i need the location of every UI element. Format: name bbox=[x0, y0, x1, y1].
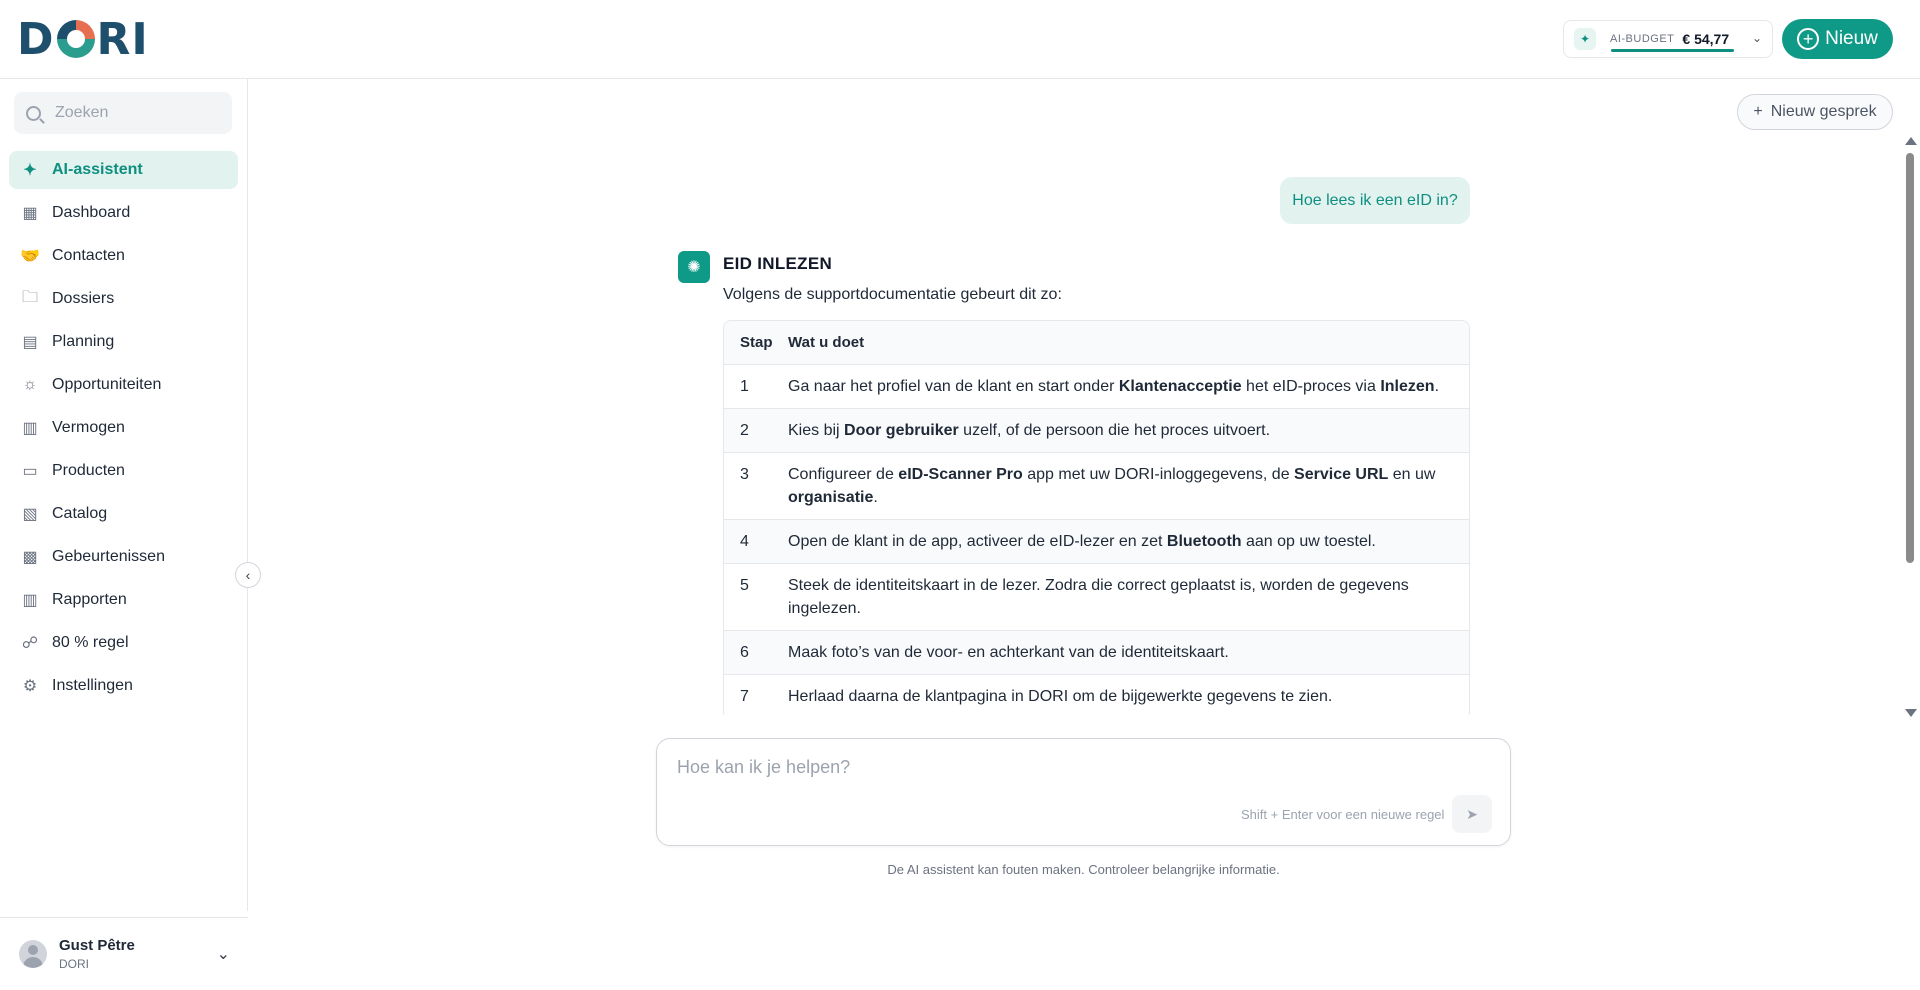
sidebar-nav bbox=[9, 151, 238, 710]
sidebar bbox=[0, 79, 251, 971]
sidebar-item-label: Contacten bbox=[52, 247, 125, 264]
sidebar-item-label: Rapporten bbox=[52, 591, 127, 608]
step-description: Herlaad daarna de klantpagina in DORI om de bijgewerkte gegevens te zien. bbox=[788, 688, 1333, 705]
sidebar-item-label: Opportuniteiten bbox=[52, 376, 162, 393]
step-number: 4 bbox=[740, 533, 749, 550]
plus-icon: + bbox=[1753, 103, 1763, 120]
sidebar-item-gebeurtenissen[interactable] bbox=[9, 538, 238, 576]
table-header-row bbox=[724, 321, 1469, 365]
step-number: 3 bbox=[740, 466, 749, 483]
sidebar-item-vermogen[interactable] bbox=[9, 409, 238, 447]
calendar-icon: ▤ bbox=[22, 334, 38, 351]
collapse-sidebar-button[interactable]: ‹ bbox=[235, 562, 261, 588]
scroll-thumb[interactable] bbox=[1906, 153, 1914, 563]
step-number: 6 bbox=[740, 644, 749, 661]
sidebar-item-label: Vermogen bbox=[52, 419, 125, 436]
search-box[interactable] bbox=[14, 92, 232, 134]
table-row bbox=[724, 631, 1469, 675]
sidebar-item-label: AI-assistent bbox=[52, 161, 143, 178]
user-name: Gust Pêtre bbox=[59, 937, 135, 954]
composer-input[interactable]: Hoe kan ik je helpen? bbox=[677, 757, 851, 777]
new-button-label: Nieuw bbox=[1825, 28, 1878, 49]
gear-icon: ⚙ bbox=[22, 678, 38, 695]
avatar bbox=[19, 940, 47, 968]
user-message: Hoe lees ik een eID in? bbox=[1280, 177, 1470, 224]
sidebar-item-label: Gebeurtenissen bbox=[52, 548, 165, 565]
catalog-icon: ▧ bbox=[22, 506, 38, 523]
sidebar-item-label: Planning bbox=[52, 333, 115, 350]
sidebar-item-instellingen[interactable] bbox=[9, 667, 238, 705]
step-number: 7 bbox=[740, 688, 749, 705]
sidebar-item-catalog[interactable] bbox=[9, 495, 238, 533]
sidebar-item-label: Instellingen bbox=[52, 677, 133, 694]
step-number: 5 bbox=[740, 577, 749, 594]
wallet-icon: ▭ bbox=[22, 463, 38, 480]
sparkle-icon: ✦ bbox=[23, 162, 37, 179]
user-menu[interactable] bbox=[0, 917, 248, 990]
top-bar bbox=[0, 0, 1920, 79]
handshake-icon: 🤝 bbox=[20, 248, 40, 265]
table-row bbox=[724, 520, 1469, 564]
search-input[interactable] bbox=[55, 104, 205, 122]
table-row bbox=[724, 453, 1469, 520]
folder-icon: 🗀 bbox=[21, 288, 38, 306]
step-description: Open de klant in de app, activeer de eID-lezer en zet Bluetooth aan op uw toestel. bbox=[788, 533, 1376, 550]
table-row bbox=[724, 409, 1469, 453]
hand-coins-icon: ☍ bbox=[21, 635, 39, 652]
ai-budget-amount: € 54,77 bbox=[1682, 31, 1730, 47]
chevron-down-icon: ⌄ bbox=[216, 946, 230, 963]
step-description: Ga naar het profiel van de klant en start onder Klantenacceptie het eID-proces via Inlezen. bbox=[788, 378, 1440, 395]
ai-budget-label: AI-BUDGET bbox=[1610, 33, 1675, 45]
report-icon: ▥ bbox=[22, 592, 38, 609]
plus-circle-icon: + bbox=[1797, 28, 1819, 50]
message-composer[interactable] bbox=[656, 738, 1511, 846]
table-row bbox=[724, 675, 1469, 715]
sidebar-item-dashboard[interactable] bbox=[9, 194, 238, 232]
sidebar-item-label: 80 % regel bbox=[52, 634, 129, 651]
table-header-step: Stap bbox=[740, 334, 773, 351]
sidebar-item-opportuniteiten[interactable] bbox=[9, 366, 238, 404]
assistant-intro: Volgens de supportdocumentatie gebeurt dit zo: bbox=[723, 286, 1062, 303]
sidebar-item-label: Dossiers bbox=[52, 290, 115, 307]
user-org: DORI bbox=[59, 957, 89, 971]
step-description: Steek de identiteitskaart in de lezer. Zodra die correct geplaatst is, worden de gegevens ingelezen. bbox=[788, 577, 1409, 617]
scroll-up-arrow[interactable] bbox=[1905, 137, 1917, 145]
dori-logo[interactable]: D RI bbox=[17, 13, 149, 65]
new-chat-button[interactable] bbox=[1737, 94, 1893, 130]
table-header-action: Wat u doet bbox=[788, 334, 865, 351]
step-number: 2 bbox=[740, 422, 749, 439]
assistant-avatar-icon: ✺ bbox=[678, 251, 710, 283]
sparkle-icon: ✦ bbox=[1574, 28, 1596, 50]
chat-scrollbar[interactable] bbox=[1904, 137, 1916, 717]
step-description: Configureer de eID-Scanner Pro app met uw DORI-inloggegevens, de Service URL en uw organisatie. bbox=[788, 466, 1436, 506]
sidebar-item-planning[interactable] bbox=[9, 323, 238, 361]
grid-icon: ▦ bbox=[22, 205, 38, 222]
sidebar-item-dossiers[interactable] bbox=[9, 280, 238, 318]
ai-budget-dropdown[interactable] bbox=[1563, 20, 1773, 58]
table-row bbox=[724, 365, 1469, 409]
lightbulb-icon: ☼ bbox=[22, 376, 38, 393]
buildings-icon: ▥ bbox=[22, 420, 38, 437]
composer-hint: Shift + Enter voor een nieuwe regel bbox=[1241, 807, 1445, 822]
sidebar-item-rapporten[interactable] bbox=[9, 581, 238, 619]
sidebar-item-producten[interactable] bbox=[9, 452, 238, 490]
new-button[interactable] bbox=[1782, 19, 1893, 59]
steps-table bbox=[723, 320, 1470, 715]
search-icon bbox=[26, 106, 41, 121]
sidebar-item-ai-assistent[interactable] bbox=[9, 151, 238, 189]
assistant-title: EID INLEZEN bbox=[723, 254, 833, 273]
events-icon: ▩ bbox=[22, 549, 38, 566]
chat-thread bbox=[249, 140, 1899, 715]
send-icon: ➤ bbox=[1466, 805, 1478, 822]
step-description: Kies bij Door gebruiker uzelf, of de persoon die het proces uitvoert. bbox=[788, 422, 1271, 439]
send-button[interactable] bbox=[1452, 795, 1492, 833]
sidebar-item-80-regel[interactable] bbox=[9, 624, 238, 662]
chevron-down-icon: ⌄ bbox=[1751, 31, 1762, 45]
disclaimer: De AI assistent kan fouten maken. Controleer belangrijke informatie. bbox=[887, 862, 1280, 877]
step-description: Maak foto’s van de voor- en achterkant van de identiteitskaart. bbox=[788, 644, 1229, 661]
sidebar-item-label: Dashboard bbox=[52, 204, 131, 221]
ai-budget-progress bbox=[1611, 49, 1734, 52]
sidebar-item-label: Producten bbox=[52, 462, 125, 479]
table-row bbox=[724, 564, 1469, 631]
sidebar-item-label: Catalog bbox=[52, 505, 108, 522]
main-content bbox=[249, 80, 1920, 911]
scroll-down-arrow[interactable] bbox=[1905, 709, 1917, 717]
new-chat-label: Nieuw gesprek bbox=[1770, 103, 1877, 120]
sidebar-item-contacten[interactable] bbox=[9, 237, 238, 275]
step-number: 1 bbox=[740, 378, 749, 395]
